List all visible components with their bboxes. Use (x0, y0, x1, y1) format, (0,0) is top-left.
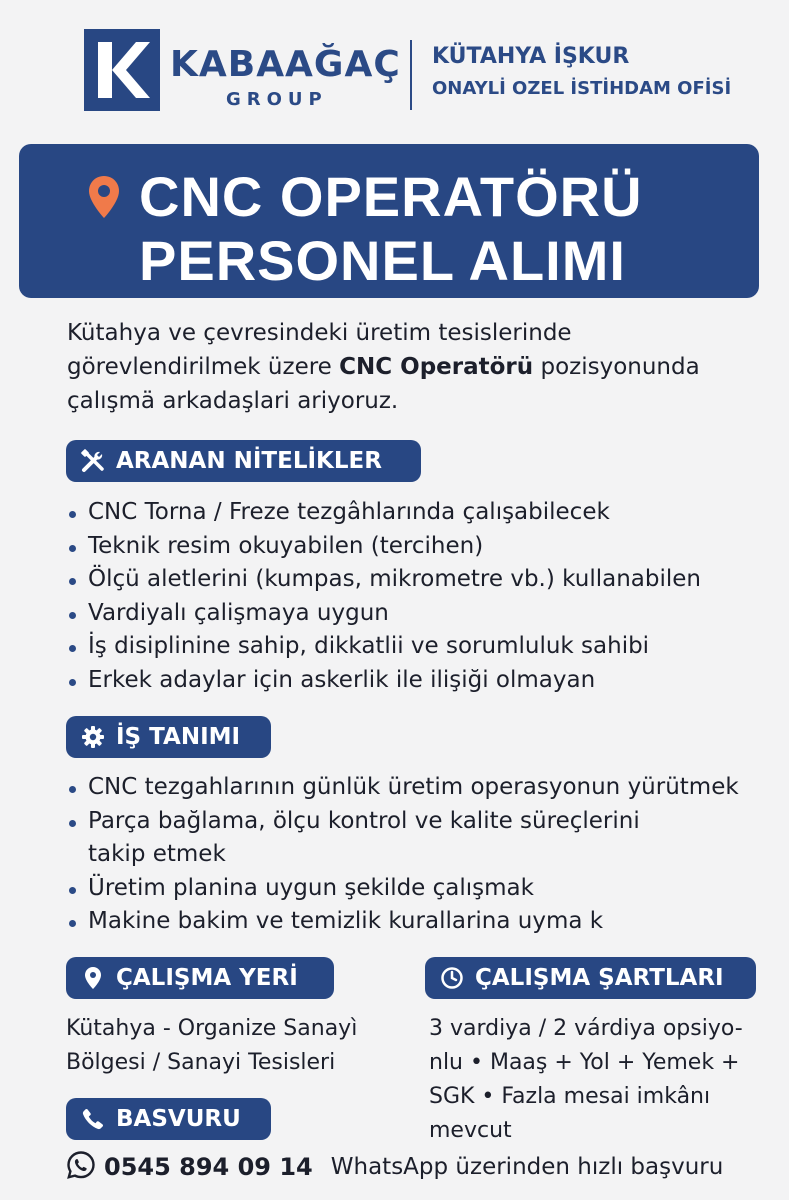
list-item: Vardiyalı çalişmaya uygun (66, 597, 701, 631)
qualifications-heading (66, 440, 421, 482)
page-title-line1: CNC OPERATÖRÜ (139, 165, 643, 228)
list-item: Ölçü aletlerini (kumpas, mikrometre vb.) kullanabilen (66, 563, 701, 597)
gear-icon (80, 724, 106, 750)
whatsapp-icon (66, 1150, 96, 1184)
list-item: İş disiplinine sahip, dikkatlii ve sorumluluk sahibi (66, 630, 701, 664)
conditions-heading-label: ÇALIŞMA ŞARTLARI (475, 965, 724, 991)
apply-note: WhatsApp üzerinden hızlı başvuru (330, 1154, 724, 1180)
page-title-line2: PERSONEL ALIMI (139, 229, 626, 292)
phone-number[interactable]: 0545 894 09 14 (104, 1153, 313, 1181)
list-item: Makine bakim ve temizlik kurallarina uyma k (66, 905, 766, 939)
qualifications-heading-label: ARANAN NİTELİKLER (116, 448, 382, 474)
list-item: Teknik resim okuyabilen (tercihen) (66, 530, 701, 564)
k-logo-icon (84, 29, 160, 111)
location-heading (66, 957, 334, 999)
location-text: Kütahya - Organize Sanayì Bölgesi / Sanayi Tesisleri (66, 1016, 358, 1075)
header-divider (410, 40, 412, 110)
intro-text-end: pozisyonunda çalışmä arkadaşlari ariyoruz. (67, 354, 700, 414)
title-banner (19, 144, 759, 298)
clock-icon (439, 965, 465, 991)
list-item: Parça bağlama, ölçu kontrol ve kalite süreçlerini takip etmek (66, 805, 688, 872)
header (0, 0, 789, 130)
location-pin-icon (87, 174, 121, 220)
brand-subtitle: GROUP (226, 89, 328, 110)
conditions-text: 3 vardiya / 2 várdiya opsiyo-nlu • Maaş + Yol + Yemek + SGK • Fazla mesai imkânı mevcut (429, 1016, 743, 1143)
company-logo (84, 29, 160, 111)
phone-icon (80, 1106, 106, 1132)
list-item: Üretim planina uygun şekilde çalışmak (66, 872, 766, 906)
apply-heading (66, 1098, 271, 1140)
list-item: CNC Torna / Freze tezgâhlarında çalışabilecek (66, 496, 701, 530)
location-pin-icon (80, 965, 106, 991)
intro-paragraph (67, 316, 747, 418)
location-heading-label: ÇALIŞMA YERİ (116, 965, 298, 991)
apply-heading-label: BASVURU (116, 1106, 241, 1132)
job-list (66, 771, 766, 939)
tools-icon (80, 448, 106, 474)
qualifications-list (66, 496, 701, 697)
contact-row (66, 1150, 723, 1184)
intro-text-start: Kütahya ve çevresindeki üretim tesislerinde görevlendirilmek üzere (67, 320, 572, 380)
office-subtitle: ONAYLİ OZEL İSTİHDAM OFİSİ (432, 78, 732, 99)
job-heading (66, 716, 271, 758)
list-item: CNC tezgahlarının günlük üretim operasyonun yürütmek (66, 771, 766, 805)
job-heading-label: İŞ TANIMI (116, 724, 241, 750)
list-item: Erkek adaylar için askerlik ile ilişiği olmayan (66, 664, 701, 698)
office-title: KÜTAHYA İŞKUR (432, 44, 630, 69)
conditions-heading (425, 957, 756, 999)
brand-name: KABAAĞAÇ (170, 44, 401, 85)
intro-position: CNC Operatörü (339, 354, 534, 380)
